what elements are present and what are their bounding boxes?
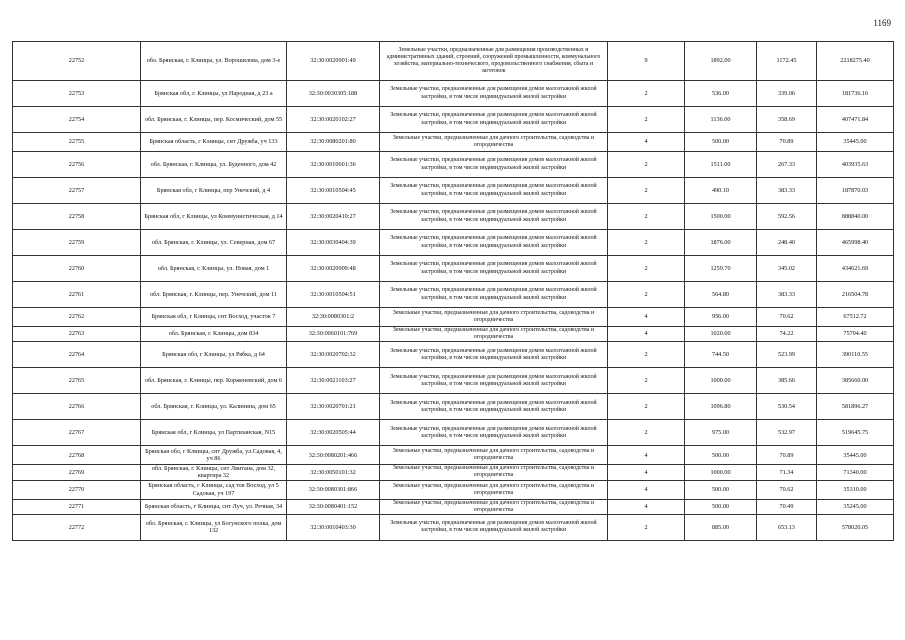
cell-address: Брянская обл, г Клинцы, пер Унечский, д 4 — [141, 178, 287, 204]
cell-area: 500.00 — [685, 499, 757, 514]
table-row — [13, 282, 894, 308]
cell-group: 2 — [608, 342, 685, 368]
cell-land-category: Земельные участки, предназначенные для размещения домов малоэтажной жилой застройки, в том числе индивидуальной жилой застройки — [380, 81, 608, 107]
cell-row-number: 22756 — [13, 152, 141, 178]
cell-row-number: 22769 — [13, 465, 141, 480]
cell-address: обл. Брянская, г. Клинцы, ул Богунского полка, дом 132 — [141, 514, 287, 540]
cell-cadastral-value: 888840.00 — [817, 204, 894, 230]
cell-cadastral-number: 32:30:0021103:27 — [287, 368, 380, 394]
cell-address: обл. Брянская, г. Клинцы, пер. Космический, дом 55 — [141, 107, 287, 133]
cell-address: обл. Брянская, г. Клинцы, ул. Калинина, дом 65 — [141, 394, 287, 420]
cell-land-category: Земельные участки, предназначенные для дачного строительства, садоводства и огородничества — [380, 499, 608, 514]
cell-group: 2 — [608, 204, 685, 230]
cell-area: 500.00 — [685, 480, 757, 499]
table-row — [13, 230, 894, 256]
cell-cadastral-value: 581896.27 — [817, 394, 894, 420]
cell-address: Брянская область, г Клинцы, сад тов Восход, ул 5 Садовая, уч 197 — [141, 480, 287, 499]
cell-cadastral-number: 32:30:0020505:44 — [287, 420, 380, 446]
cell-address: обл. Брянская, г. Клинцы, ул. Северная, дом 67 — [141, 230, 287, 256]
cell-address: Брянская обл, г Клинцы, ул Рябка, д 64 — [141, 342, 287, 368]
cell-land-category: Земельные участки, предназначенные для размещения домов малоэтажной жилой застройки, в том числе индивидуальной жилой застройки — [380, 107, 608, 133]
cell-land-category: Земельные участки, предназначенные для размещения домов малоэтажной жилой застройки, в том числе индивидуальной жилой застройки — [380, 420, 608, 446]
cell-land-category: Земельные участки, предназначенные для дачного строительства, садоводства и огородничества — [380, 327, 608, 342]
cell-group: 4 — [608, 499, 685, 514]
cell-area: 1876.00 — [685, 230, 757, 256]
cell-cadastral-value: 35245.00 — [817, 499, 894, 514]
cell-group: 2 — [608, 178, 685, 204]
cell-specific-value: 345.02 — [757, 256, 817, 282]
cell-cadastral-value: 407471.84 — [817, 107, 894, 133]
cell-group: 4 — [608, 465, 685, 480]
cell-area: 1000.00 — [685, 368, 757, 394]
cell-group: 2 — [608, 81, 685, 107]
cell-area: 1500.00 — [685, 204, 757, 230]
table-row — [13, 152, 894, 178]
cell-specific-value: 71.34 — [757, 465, 817, 480]
cell-group: 2 — [608, 282, 685, 308]
cell-group: 9 — [608, 42, 685, 81]
cell-area: 956.00 — [685, 308, 757, 327]
cell-cadastral-number: 32:30:0030404:39 — [287, 230, 380, 256]
cell-address: обл. Брянская, г. Клинцы, пер. Унечский, дом 11 — [141, 282, 287, 308]
cell-row-number: 22758 — [13, 204, 141, 230]
cell-cadastral-value: 71340.00 — [817, 465, 894, 480]
cadastral-value-table — [12, 41, 894, 541]
cell-cadastral-number: 32:30:0010504:45 — [287, 178, 380, 204]
table-row — [13, 342, 894, 368]
cell-cadastral-value: 578020.05 — [817, 514, 894, 540]
cell-cadastral-number: 32:30:0080201:80 — [287, 133, 380, 152]
cell-area: 1136.00 — [685, 107, 757, 133]
cell-land-category: Земельные участки, предназначенные для дачного строительства, садоводства и огородничества — [380, 480, 608, 499]
cell-cadastral-value: 403935.63 — [817, 152, 894, 178]
cell-land-category: Земельные участки, предназначенные для размещения домов малоэтажной жилой застройки, в том числе индивидуальной жилой застройки — [380, 230, 608, 256]
table-row — [13, 465, 894, 480]
cell-land-category: Земельные участки, предназначенные для размещения домов малоэтажной жилой застройки, в том числе индивидуальной жилой застройки — [380, 514, 608, 540]
cell-cadastral-number: 32:30:0030305:188 — [287, 81, 380, 107]
cell-specific-value: 70.49 — [757, 499, 817, 514]
cell-cadastral-value: 181736.16 — [817, 81, 894, 107]
cell-cadastral-number: 32:30:0020702:32 — [287, 342, 380, 368]
table-row — [13, 204, 894, 230]
cell-area: 564.80 — [685, 282, 757, 308]
cell-cadastral-number: 32:30:0020410:27 — [287, 204, 380, 230]
cell-cadastral-number: 32:30:0080301:2 — [287, 308, 380, 327]
table-row — [13, 81, 894, 107]
cell-land-category: Земельные участки, предназначенные для дачного строительства, садоводства и огородничества — [380, 465, 608, 480]
cell-area: 500.00 — [685, 446, 757, 465]
cell-row-number: 22770 — [13, 480, 141, 499]
cell-row-number: 22755 — [13, 133, 141, 152]
cell-specific-value: 339.06 — [757, 81, 817, 107]
table-row — [13, 42, 894, 81]
table-row — [13, 133, 894, 152]
cell-cadastral-value: 434621.69 — [817, 256, 894, 282]
cell-area: 885.00 — [685, 514, 757, 540]
cell-cadastral-number: 32:30:0080301:866 — [287, 480, 380, 499]
cell-group: 2 — [608, 230, 685, 256]
cell-address: Брянская обл, г Клинцы, снт Восход, участок 7 — [141, 308, 287, 327]
cell-cadastral-value: 465998.40 — [817, 230, 894, 256]
cell-specific-value: 70.62 — [757, 308, 817, 327]
cell-row-number: 22764 — [13, 342, 141, 368]
table-row — [13, 308, 894, 327]
cell-specific-value: 70.89 — [757, 133, 817, 152]
cell-specific-value: 383.33 — [757, 282, 817, 308]
cell-group: 4 — [608, 308, 685, 327]
cell-cadastral-number: 32:30:0060101:769 — [287, 327, 380, 342]
cell-land-category: Земельные участки, предназначенные для размещения домов малоэтажной жилой застройки, в том числе индивидуальной жилой застройки — [380, 204, 608, 230]
cell-land-category: Земельные участки, предназначенные для дачного строительства, садоводства и огородничества — [380, 446, 608, 465]
cell-land-category: Земельные участки, предназначенные для дачного строительства, садоводства и огородничества — [380, 133, 608, 152]
cell-group: 4 — [608, 327, 685, 342]
cell-area: 490.10 — [685, 178, 757, 204]
cell-land-category: Земельные участки, предназначенные для размещения домов малоэтажной жилой застройки, в том числе индивидуальной жилой застройки — [380, 178, 608, 204]
cell-cadastral-number: 32:30:0020102:27 — [287, 107, 380, 133]
cell-cadastral-value: 390110.55 — [817, 342, 894, 368]
cell-address: обл. Брянская, г. Клинцы, пер. Корженевский, дом 6 — [141, 368, 287, 394]
cell-cadastral-value: 187870.03 — [817, 178, 894, 204]
table-row — [13, 256, 894, 282]
cell-specific-value: 530.54 — [757, 394, 817, 420]
cell-row-number: 22772 — [13, 514, 141, 540]
cell-specific-value: 532.97 — [757, 420, 817, 446]
table-row — [13, 394, 894, 420]
cell-row-number: 22762 — [13, 308, 141, 327]
cell-area: 1096.80 — [685, 394, 757, 420]
cell-area: 1259.70 — [685, 256, 757, 282]
cell-cadastral-number: 32:30:0010403:30 — [287, 514, 380, 540]
cell-area: 975.00 — [685, 420, 757, 446]
table-row — [13, 327, 894, 342]
table-row — [13, 368, 894, 394]
cell-specific-value: 523.99 — [757, 342, 817, 368]
cell-land-category: Земельные участки, предназначенные для размещения домов малоэтажной жилой застройки, в том числе индивидуальной жилой застройки — [380, 282, 608, 308]
cell-area: 1511.00 — [685, 152, 757, 178]
cell-row-number: 22768 — [13, 446, 141, 465]
cell-specific-value: 653.13 — [757, 514, 817, 540]
cell-specific-value: 70.62 — [757, 480, 817, 499]
table-row — [13, 178, 894, 204]
table-row — [13, 107, 894, 133]
cell-row-number: 22760 — [13, 256, 141, 282]
cell-land-category: Земельные участки, предназначенные для размещения домов малоэтажной жилой застройки, в том числе индивидуальной жилой застройки — [380, 152, 608, 178]
cell-area: 744.50 — [685, 342, 757, 368]
cell-land-category: Земельные участки, предназначенные для размещения домов малоэтажной жилой застройки, в том числе индивидуальной жилой застройки — [380, 394, 608, 420]
cell-address: Брянская обл, г. Клинцы, ул Народная, д 23 а — [141, 81, 287, 107]
table-row — [13, 446, 894, 465]
cell-specific-value: 267.33 — [757, 152, 817, 178]
cell-address: обл. Брянская, г. Клинцы, ул. Новая, дом 1 — [141, 256, 287, 282]
cell-group: 2 — [608, 152, 685, 178]
cell-cadastral-number: 32:30:0080201:466 — [287, 446, 380, 465]
cell-row-number: 22759 — [13, 230, 141, 256]
cell-row-number: 22766 — [13, 394, 141, 420]
cell-area: 536.00 — [685, 81, 757, 107]
cell-cadastral-value: 35445.00 — [817, 133, 894, 152]
table-row — [13, 514, 894, 540]
cell-land-category: Земельные участки, предназначенные для размещения домов малоэтажной жилой застройки, в том числе индивидуальной жилой застройки — [380, 256, 608, 282]
cell-cadastral-value: 35310.00 — [817, 480, 894, 499]
cell-cadastral-number: 32:30:0020701:21 — [287, 394, 380, 420]
cell-row-number: 22763 — [13, 327, 141, 342]
cell-specific-value: 358.69 — [757, 107, 817, 133]
cell-cadastral-value: 67512.72 — [817, 308, 894, 327]
cell-cadastral-value: 216504.78 — [817, 282, 894, 308]
page-number: 1169 — [873, 18, 891, 28]
cell-address: Брянская область, г Клинцы, снт Луч, ул. Речная, 34 — [141, 499, 287, 514]
cell-group: 2 — [608, 107, 685, 133]
cell-cadastral-number: 32:30:0010601:36 — [287, 152, 380, 178]
table-row — [13, 480, 894, 499]
cell-cadastral-value: 385660.00 — [817, 368, 894, 394]
cell-row-number: 22754 — [13, 107, 141, 133]
cell-address: обл. Брянская, г. Клинцы, ул. Ворошилова, дом 3-е — [141, 42, 287, 81]
table-row — [13, 499, 894, 514]
cell-row-number: 22757 — [13, 178, 141, 204]
cell-group: 4 — [608, 133, 685, 152]
cell-row-number: 22752 — [13, 42, 141, 81]
cell-group: 2 — [608, 514, 685, 540]
cell-address: Брянская область, г Клинцы, снт Дружба, уч 133 — [141, 133, 287, 152]
cell-row-number: 22771 — [13, 499, 141, 514]
cell-cadastral-value: 35445.00 — [817, 446, 894, 465]
cell-cadastral-value: 2218275.40 — [817, 42, 894, 81]
cell-cadastral-number: 32:30:0050101:32 — [287, 465, 380, 480]
cell-specific-value: 385.66 — [757, 368, 817, 394]
cell-cadastral-value: 75704.40 — [817, 327, 894, 342]
cell-group: 2 — [608, 256, 685, 282]
cell-land-category: Земельные участки, предназначенные для размещения домов малоэтажной жилой застройки, в том числе индивидуальной жилой застройки — [380, 342, 608, 368]
cell-specific-value: 1172.45 — [757, 42, 817, 81]
cell-row-number: 22753 — [13, 81, 141, 107]
cell-row-number: 22767 — [13, 420, 141, 446]
cell-group: 4 — [608, 446, 685, 465]
cell-address: обл. Брянская, г. Клинцы, снт Ляитана, дом 32, квартира 32 — [141, 465, 287, 480]
cell-group: 2 — [608, 368, 685, 394]
cell-cadastral-value: 519645.75 — [817, 420, 894, 446]
cell-address: Брянская обл, г Клинцы, ул Коммунистическая, д 14 — [141, 204, 287, 230]
cell-cadastral-number: 32:30:0010504:51 — [287, 282, 380, 308]
cell-address: обл. Брянская, г. Клинцы, ул. Буденного, дом 42 — [141, 152, 287, 178]
cell-address: Брянская обл, г Клинцы, ул Партизанская, N15 — [141, 420, 287, 446]
table-row — [13, 420, 894, 446]
cell-specific-value: 248.40 — [757, 230, 817, 256]
cell-area: 500.00 — [685, 133, 757, 152]
cell-cadastral-number: 32:30:0020901:49 — [287, 42, 380, 81]
cell-area: 1020.00 — [685, 327, 757, 342]
cell-address: Брянская обл, г Клинцы, снт Дружба, ул.Садовая, 4, уч 86 — [141, 446, 287, 465]
cell-address: обл. Брянская, г. Клинцы, дом 834 — [141, 327, 287, 342]
cell-row-number: 22761 — [13, 282, 141, 308]
cell-specific-value: 592.56 — [757, 204, 817, 230]
cell-specific-value: 383.33 — [757, 178, 817, 204]
cell-cadastral-number: 32:30:0080401:152 — [287, 499, 380, 514]
cell-group: 2 — [608, 394, 685, 420]
cell-area: 1000.00 — [685, 465, 757, 480]
cell-group: 2 — [608, 420, 685, 446]
cell-land-category: Земельные участки, предназначенные для дачного строительства, садоводства и огородничества — [380, 308, 608, 327]
cell-cadastral-number: 32:30:0020909:48 — [287, 256, 380, 282]
cell-specific-value: 74.22 — [757, 327, 817, 342]
cell-area: 1892.00 — [685, 42, 757, 81]
cell-row-number: 22765 — [13, 368, 141, 394]
cell-land-category: Земельные участки, предназначенные для размещения производственных и административных зданий, строений, сооружений промышленности, коммунального хозяйства, материально-технического, продовольственного снабжения, сбыта и заготовок — [380, 42, 608, 81]
cell-land-category: Земельные участки, предназначенные для размещения домов малоэтажной жилой застройки, в том числе индивидуальной жилой застройки — [380, 368, 608, 394]
cell-specific-value: 70.89 — [757, 446, 817, 465]
cell-group: 4 — [608, 480, 685, 499]
